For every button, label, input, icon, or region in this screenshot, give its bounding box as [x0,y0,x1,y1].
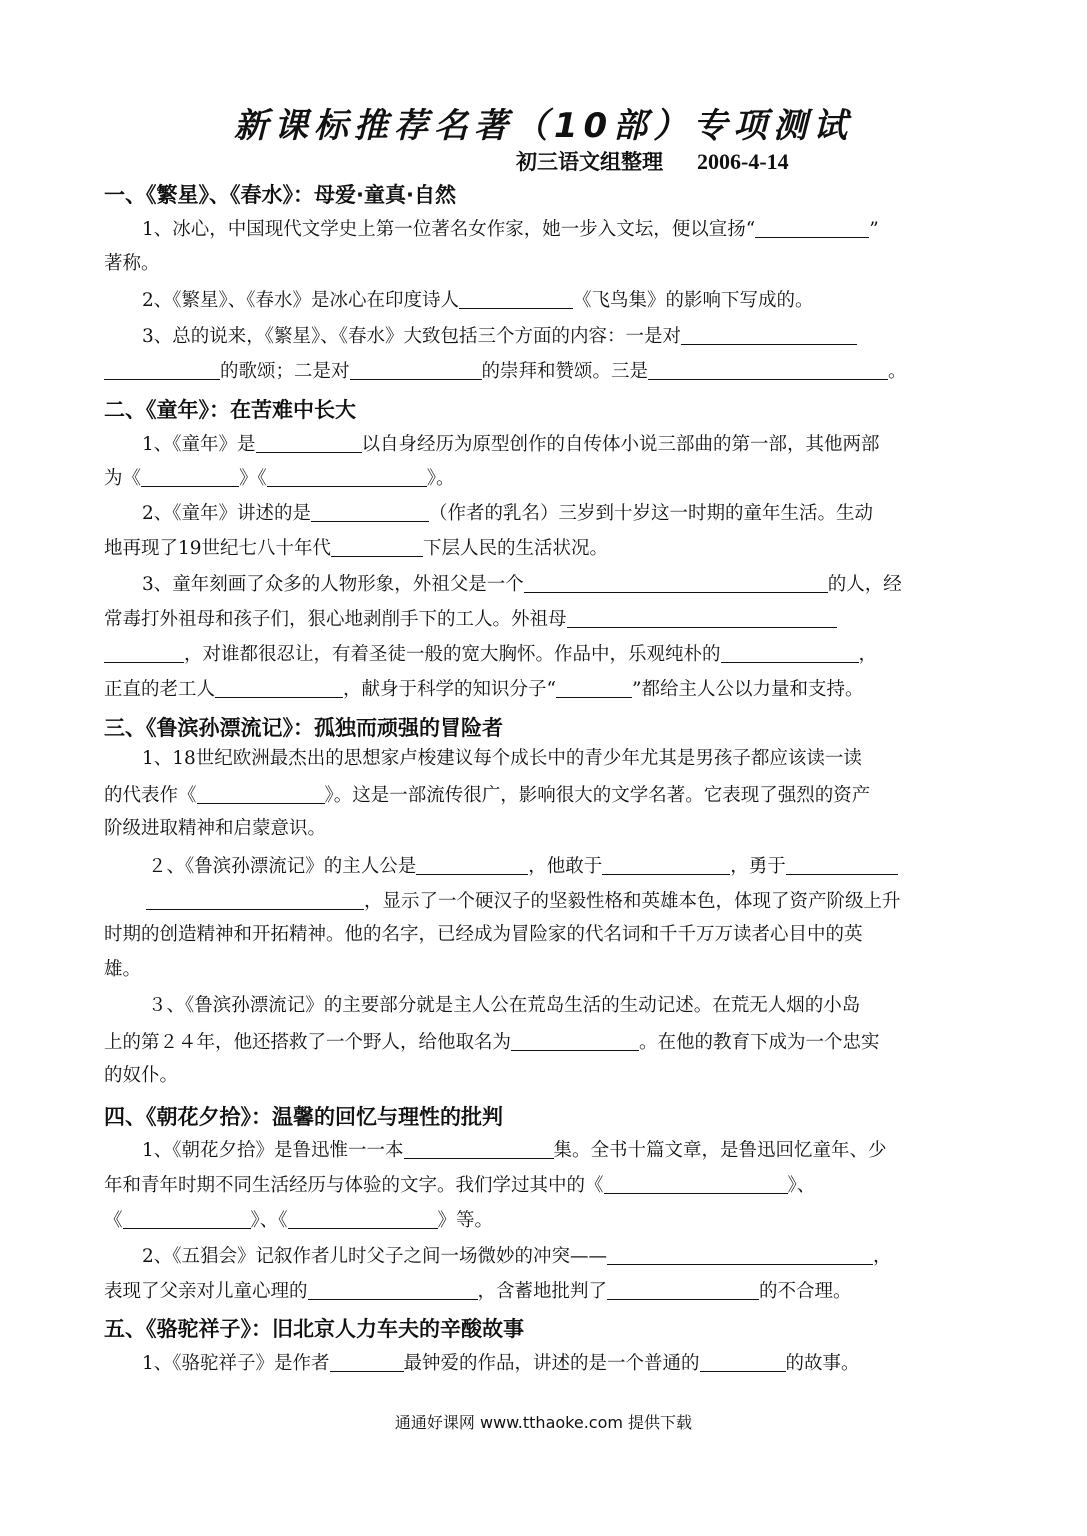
answer-blank[interactable] [267,468,427,487]
answer-blank[interactable] [511,1032,639,1051]
answer-blank[interactable] [350,361,482,380]
question-4-2-cont: 表现了父亲对儿童心理的 ，含蓄地批判了 的不合理。 [104,1281,852,1302]
answer-blank[interactable] [416,856,528,875]
answer-blank[interactable] [607,1246,873,1265]
question-5-1: 1、《骆驼祥子》是作者 最钟爱的作品，讲述的是一个普通的 的故事。 [142,1353,860,1374]
question-3-3-cont2: 的奴仆。 [104,1065,179,1086]
answer-blank[interactable] [197,785,325,804]
question-4-1: 1、《朝花夕拾》是鲁迅惟一一本 集。全书十篇文章，是鲁迅回忆童年、少 [142,1140,887,1161]
question-3-1-cont2: 阶级进取精神和启蒙意识。 [104,818,327,839]
answer-blank[interactable] [215,679,343,698]
question-4-2: 2、《五猖会》记叙作者儿时父子之间一场微妙的冲突—— ， [142,1246,892,1267]
page-title: 新课标推荐名著（10部）专项测试 [233,106,854,146]
section-heading-4: 四、《朝花夕拾》：温馨的回忆与理性的批判 [104,1105,503,1129]
section-heading-1: 一、《繁星》、《春水》：母爱·童真·自然 [104,183,456,207]
author-line: 初三语文组整理 [516,150,663,174]
answer-blank[interactable] [311,503,429,522]
answer-blank[interactable] [556,679,632,698]
question-3-3: ３、《鲁滨孙漂流记》的主要部分就是主人公在荒岛生活的生动记述。在荒无人烟的小岛 [148,995,861,1016]
question-3-2: ２、《鲁滨孙漂流记》的主人公是 ，他敢于 ，勇于 [148,856,898,877]
answer-blank[interactable] [104,644,184,663]
answer-blank[interactable] [602,856,730,875]
question-1-3-cont: 的歌颂；二是对 的崇拜和赞颂。三是 。 [104,361,907,382]
answer-blank[interactable] [404,1140,554,1159]
answer-blank[interactable] [607,1281,759,1300]
question-2-3: 3、童年刻画了众多的人物形象，外祖父是一个 的人，经 [142,574,902,595]
question-3-1: 1、18世纪欧洲最杰出的思想家卢梭建议每个成长中的青少年尤其是男孩子都应该读一读 [142,748,862,769]
section-heading-3: 三、《鲁滨孙漂流记》：孤独而顽强的冒险者 [104,716,503,740]
question-1-1-cont: 著称。 [104,253,160,274]
footer-source: 通通好课网 www.tthaoke.com 提供下载 [394,1413,693,1432]
question-2-1-cont: 为《 》《 》。 [104,468,455,489]
answer-blank[interactable] [288,1210,438,1229]
answer-blank[interactable] [141,468,239,487]
section-heading-5: 五、《骆驼祥子》：旧北京人力车夫的辛酸故事 [104,1317,524,1341]
question-2-1: 1、《童年》是 以自身经历为原型创作的自传体小说三部曲的第一部，其他两部 [142,434,880,455]
answer-blank[interactable] [256,434,362,453]
question-2-2-cont: 地再现了19世纪七八十年代 下层人民的生活状况。 [104,538,609,559]
question-2-3-cont3: 正直的老工人 ，献身于科学的知识分子“ ”都给主人公以力量和支持。 [104,679,864,700]
answer-blank[interactable] [524,574,828,593]
question-1-3: 3、总的说来，《繁星》、《春水》大致包括三个方面的内容：一是对 [142,326,857,347]
answer-blank[interactable] [104,361,220,380]
question-4-1-cont2: 《 》、《 》等。 [104,1210,494,1231]
answer-blank[interactable] [786,856,898,875]
question-3-3-cont: 上的第２４年，他还搭救了一个野人，给他取名为 。在他的教育下成为一个忠实 [104,1032,880,1053]
question-3-2-cont2: 时期的创造精神和开拓精神。他的名字，已经成为冒险家的代名词和千千万万读者心目中的英 [104,924,863,945]
answer-blank[interactable] [459,290,573,309]
answer-blank[interactable] [681,326,857,345]
date: 2006-4-14 [697,149,789,174]
question-2-3-cont2: ，对谁都很忍让，有着圣徒一般的宽大胸怀。作品中，乐观纯朴的 ， [104,644,877,665]
section-heading-2: 二、《童年》：在苦难中长大 [104,398,356,422]
answer-blank[interactable] [331,538,423,557]
question-4-1-cont: 年和青年时期不同生活经历与体验的文字。我们学过其中的《 》、 [104,1175,816,1196]
answer-blank[interactable] [308,1281,478,1300]
question-3-2-cont3: 雄。 [104,959,142,980]
answer-blank[interactable] [721,644,859,663]
question-1-2: 2、《繁星》、《春水》是冰心在印度诗人 《飞鸟集》的影响下写成的。 [142,290,814,311]
question-2-2: 2、《童年》讲述的是 （作者的乳名）三岁到十岁这一时期的童年生活。生动 [142,503,874,524]
answer-blank[interactable] [604,1175,788,1194]
answer-blank[interactable] [123,1210,251,1229]
answer-blank[interactable] [755,219,869,238]
answer-blank[interactable] [146,891,364,910]
question-1-1: 1、冰心，中国现代文学史上第一位著名女作家，她一步入文坛，便以宣扬“ ” [142,219,879,240]
answer-blank[interactable] [567,609,837,628]
question-2-3-cont: 常毒打外祖母和孩子们，狠心地剥削手下的工人。外祖母 [104,609,837,630]
question-3-2-cont: ，显示了一个硬汉子的坚毅性格和英雄本色，体现了资产阶级上升 [104,891,901,912]
subtitle [516,146,789,176]
answer-blank[interactable] [700,1353,786,1372]
answer-blank[interactable] [648,361,888,380]
answer-blank[interactable] [330,1353,404,1372]
question-3-1-cont: 的代表作《 》。这是一部流传很广，影响很大的文学名著。它表现了强烈的资产 [104,785,871,806]
